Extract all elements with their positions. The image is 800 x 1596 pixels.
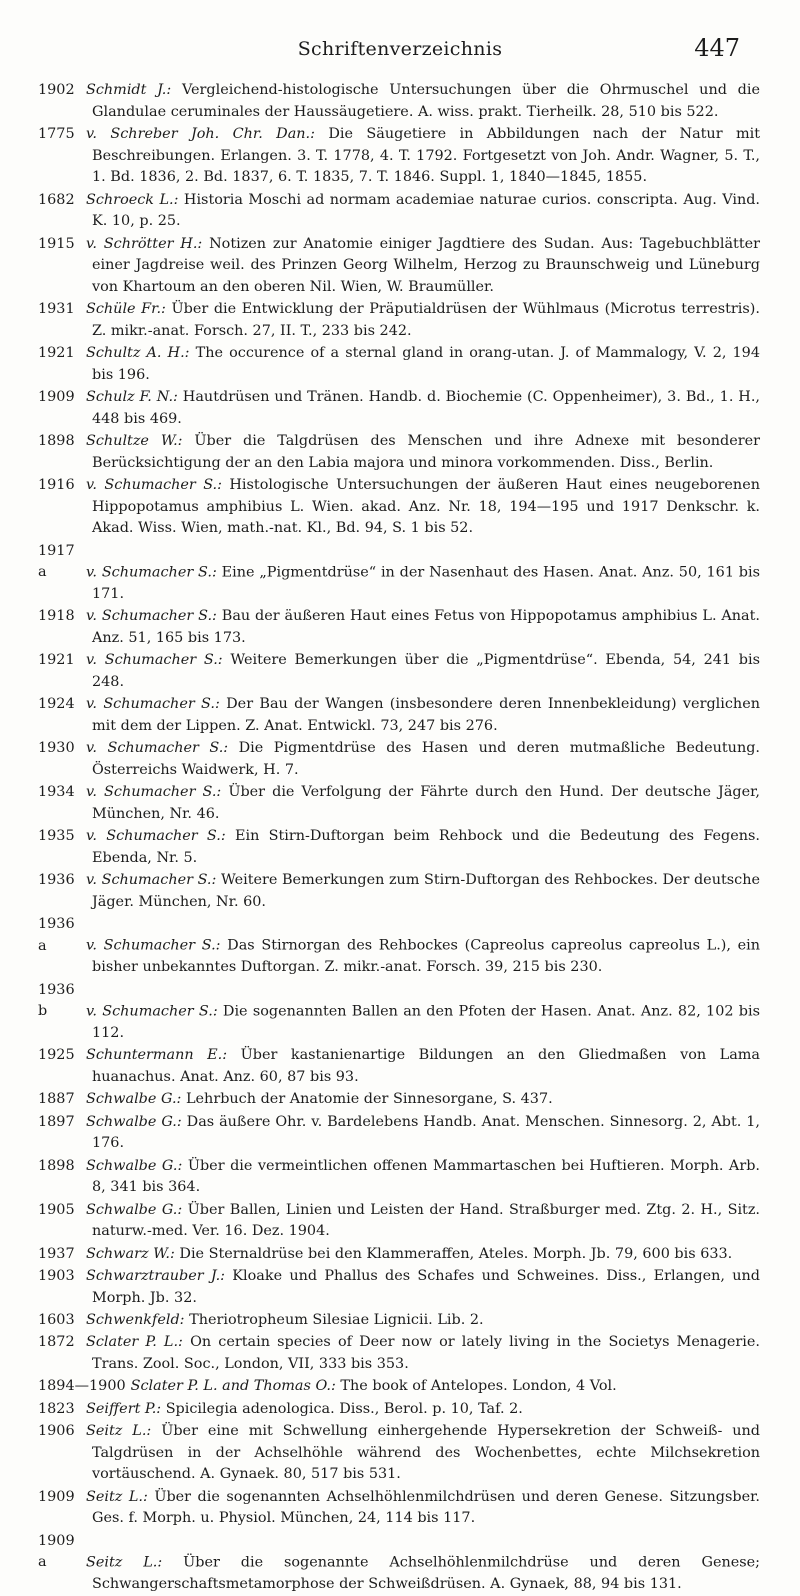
entry-year: 1915 — [38, 235, 75, 252]
entry-citation: Das Stirnorgan des Rehbockes (Capreolus capreolus capreolus L.), ein bisher unbekanntes Duftorgan. Z. mikr.-anat. Forsch. 39, 215 bis 230. — [92, 937, 761, 976]
bibliography-entry — [38, 1266, 760, 1309]
bibliography-entry — [38, 80, 760, 123]
entry-citation: Die Sternaldrüse bei den Klammeraffen, Ateles. Morph. Jb. 79, 600 bis 633. — [179, 1245, 733, 1262]
entry-year: 1897 — [38, 1113, 75, 1130]
entry-author: v. Schrötter H.: — [86, 235, 203, 252]
entry-year: 1935 — [38, 828, 75, 845]
entry-year: 1930 — [38, 740, 75, 757]
page-number: 447 — [694, 34, 740, 62]
bibliography-list — [38, 80, 760, 1596]
entry-citation: Über die sogenannte Achselhöhlenmilchdrüse und deren Genese; Schwangerschaftsmetamorphose der Schweißdrüsen. A. Gynaek, 88, 94 bis 131. — [92, 1554, 760, 1592]
entry-year: 1823 — [38, 1400, 75, 1417]
bibliography-entry — [38, 738, 760, 781]
entry-citation: Eine „Pigmentdrüse“ in der Nasenhaut des Hasen. Anat. Anz. 50, 161 bis 171. — [92, 564, 760, 602]
page-header — [0, 34, 800, 64]
running-title: Schriftenverzeichnis — [297, 38, 503, 60]
entry-citation: Die Säugetiere in Abbildungen nach der Natur mit Beschreibungen. Erlangen. 3. T. 1778, 4. T. 1792. Fortgesetzt von Joh. Andr. Wagner, 5. T., 1. Bd. 1836, 2. Bd. 1837, 6. T. 1835, 7. T. 1846. Suppl. 1, 1840—1845, 1855. — [92, 125, 760, 186]
entry-year: 1909 — [38, 1488, 75, 1505]
bibliography-entry — [38, 1200, 760, 1243]
entry-year: 1934 — [38, 784, 75, 801]
bibliography-entry — [38, 826, 760, 869]
entry-year: 1887 — [38, 1091, 75, 1108]
entry-author: v. Schreber Joh. Chr. Dan.: — [86, 125, 315, 142]
entry-citation: Spicilegia adenologica. Diss., Berol. p. 10, Taf. 2. — [165, 1400, 523, 1417]
entry-year: 1918 — [38, 608, 75, 625]
entry-year: 1905 — [38, 1201, 75, 1218]
bibliography-entry — [38, 1399, 760, 1421]
entry-citation: The occurence of a sternal gland in orang-utan. J. of Mammalogy, V. 2, 194 bis 196. — [92, 345, 760, 383]
entry-author: v. Schumacher S.: — [86, 784, 222, 801]
bibliography-entry — [38, 1112, 760, 1155]
entry-year: 1898 — [38, 433, 75, 450]
bibliography-entry — [38, 1376, 760, 1398]
entry-author: v. Schumacher S.: — [86, 872, 217, 889]
bibliography-entry — [38, 124, 760, 189]
entry-citation: Über die Verfolgung der Fährte durch den Hund. Der deutsche Jäger, München, Nr. 46. — [92, 784, 760, 822]
entry-citation: Über kastanienartige Bildungen an den Gliedmaßen von Lama huanachus. Anat. Anz. 60, 87 bis 93. — [92, 1047, 761, 1085]
bibliography-entry — [38, 541, 760, 606]
entry-author: Schwenkfeld: — [86, 1311, 185, 1328]
bibliography-entry — [38, 1421, 760, 1486]
entry-citation: Historia Moschi ad normam academiae naturae curios. conscripta. Aug. Vind. K. 10, p. 25. — [92, 191, 761, 230]
entry-author: Schwalbe G.: — [86, 1157, 183, 1174]
entry-year: 1936 — [38, 872, 75, 889]
bibliography-entry — [38, 299, 760, 342]
bibliography-entry — [38, 1045, 760, 1088]
entry-author: Schwalbe G.: — [86, 1091, 182, 1108]
entry-citation: The book of Antelopes. London, 4 Vol. — [340, 1378, 617, 1395]
entry-citation: Hautdrüsen und Tränen. Handb. d. Biochemie (C. Oppenheimer), 3. Bd., 1. H., 448 bis 469. — [92, 389, 761, 427]
bibliography-entry — [38, 387, 760, 430]
entry-year: 1921 — [38, 345, 75, 362]
entry-author: Seitz L.: — [86, 1554, 163, 1571]
entry-author: v. Schumacher S.: — [86, 696, 220, 713]
entry-citation: Über Ballen, Linien und Leisten der Hand. Straßburger med. Ztg. 2. H., Sitz. naturw.-med. Ver. 16. Dez. 1904. — [92, 1201, 760, 1240]
entry-citation: Das äußere Ohr. v. Bardelebens Handb. Anat. Menschen. Sinnesorg. 2, Abt. 1, 176. — [92, 1113, 760, 1152]
bibliography-entry — [38, 343, 760, 386]
entry-author: Schultz A. H.: — [86, 345, 190, 362]
bibliography-entry — [38, 914, 760, 979]
entry-citation: Die Pigmentdrüse des Hasen und deren mutmaßliche Bedeutung. Österreichs Waidwerk, H. 7. — [92, 740, 760, 778]
bibliography-entry — [38, 782, 760, 825]
entry-year: 1937 — [38, 1245, 75, 1262]
entry-year: 1894—1900 — [38, 1378, 126, 1395]
entry-citation: Die sogenannten Ballen an den Pfoten der Hasen. Anat. Anz. 82, 102 bis 112. — [92, 1003, 760, 1041]
entry-year: 1903 — [38, 1267, 75, 1284]
entry-year: 1909 a — [38, 1532, 75, 1571]
bibliography-entry — [38, 1531, 760, 1596]
entry-author: v. Schumacher S.: — [86, 608, 217, 625]
entry-author: v. Schumacher S.: — [86, 828, 226, 845]
entry-citation: Über die Entwicklung der Präputialdrüsen der Wühlmaus (Microtus terrestris). Z. mikr.-anat. Forsch. 27, II. T., 233 bis 242. — [92, 301, 760, 339]
entry-author: Seitz L.: — [86, 1423, 152, 1440]
entry-author: Schmidt J.: — [86, 82, 172, 98]
bibliography-entry — [38, 1332, 760, 1375]
entry-year: 1936 a — [38, 916, 75, 954]
entry-author: Seitz L.: — [86, 1488, 148, 1505]
entry-author: v. Schumacher S.: — [86, 564, 217, 581]
entry-year: 1906 — [38, 1423, 75, 1440]
entry-citation: Über die sogenannten Achselhöhlenmilchdrüsen und deren Genese. Sitzungsber. Ges. f. Morph. u. Physiol. München, 24, 114 bis 117. — [92, 1488, 760, 1527]
entry-year: 1936 b — [38, 981, 75, 1020]
entry-citation: Kloake und Phallus des Schafes und Schweines. Diss., Erlangen, und Morph. Jb. 32. — [92, 1267, 761, 1306]
bibliography-entry — [38, 431, 760, 474]
bibliography-entry — [38, 606, 760, 649]
entry-citation: Histologische Untersuchungen der äußeren Haut eines neugeborenen Hippopotamus amphibius L. Wien. akad. Anz. Nr. 18, 194—195 und 1917 Denkschr. k. Akad. Wiss. Wien, math.-nat. Kl., Bd. 94, S. 1 bis 52. — [92, 477, 760, 537]
bibliography-entry — [38, 1089, 760, 1111]
entry-year: 1925 — [38, 1047, 75, 1064]
entry-citation: Lehrbuch der Anatomie der Sinnesorgane, S. 437. — [185, 1091, 553, 1108]
bibliography-entry — [38, 475, 760, 540]
entry-year: 1682 — [38, 191, 75, 208]
entry-author: v. Schumacher S.: — [86, 1003, 218, 1020]
bibliography-entry — [38, 980, 760, 1045]
entry-citation: Vergleichend-histologische Untersuchungen über die Ohrmuschel und die Glandulae ceruminales der Haussäugetiere. A. wiss. prakt. Tierheilk. 28, 510 bis 522. — [92, 82, 760, 120]
bibliography-entry — [38, 1310, 760, 1332]
entry-citation: Der Bau der Wangen (insbesondere deren Innenbekleidung) verglichen mit dem der Lippen. Z. Anat. Entwickl. 73, 247 bis 276. — [92, 696, 760, 734]
entry-citation: Theriotropheum Silesiae Lignicii. Lib. 2. — [189, 1311, 484, 1328]
entry-citation: Ein Stirn-Duftorgan beim Rehbock und die Bedeutung des Fegens. Ebenda, Nr. 5. — [92, 828, 760, 866]
entry-author: Schwalbe G.: — [86, 1113, 182, 1130]
entry-year: 1916 — [38, 477, 75, 494]
bibliography-entry — [38, 234, 760, 299]
entry-citation: Weitere Bemerkungen zum Stirn-Duftorgan des Rehbockes. Der deutsche Jäger. München, Nr. 60. — [92, 872, 760, 910]
entry-citation: Über die vermeintlichen offenen Mammartaschen bei Huftieren. Morph. Arb. 8, 341 bis 364. — [92, 1157, 760, 1196]
entry-year: 1909 — [38, 389, 75, 406]
entry-author: v. Schumacher S.: — [86, 937, 221, 954]
bibliography-entry — [38, 694, 760, 737]
entry-author: Schultze W.: — [86, 433, 183, 450]
entry-author: Schwarztrauber J.: — [86, 1267, 225, 1284]
entry-citation: Über eine mit Schwellung einhergehende Hypersekretion der Schweiß- und Talgdrüsen in der Achselhöhle während des Wochenbettes, echte Milchsekretion vortäuschend. A. Gynaek. 80, 517 bis 531. — [92, 1423, 761, 1483]
entry-author: Sclater P. L.: — [86, 1334, 183, 1351]
entry-author: Schroeck L.: — [86, 191, 179, 208]
entry-author: Schuntermann E.: — [86, 1047, 228, 1064]
entry-author: v. Schumacher S.: — [86, 477, 222, 494]
bibliography-entry — [38, 1156, 760, 1199]
entry-year: 1921 — [38, 652, 75, 669]
bibliography-entry — [38, 650, 760, 693]
entry-year: 1902 — [38, 82, 75, 98]
entry-year: 1603 — [38, 1311, 75, 1328]
entry-citation: Bau der äußeren Haut eines Fetus von Hippopotamus amphibius L. Anat. Anz. 51, 165 bis 173. — [92, 608, 760, 646]
bibliography-entry — [38, 870, 760, 913]
entry-author: Sclater P. L. and Thomas O.: — [130, 1378, 336, 1395]
entry-citation: On certain species of Deer now or lately living in the Societys Menagerie. Trans. Zool. Soc., London, VII, 333 bis 353. — [92, 1334, 760, 1372]
bibliography-entry — [38, 1244, 760, 1266]
entry-citation: Über die Talgdrüsen des Menschen und ihre Adnexe mit besonderer Berücksichtigung der an den Labia majora und minora vorkommenden. Diss., Berlin. — [92, 433, 761, 471]
entry-year: 1775 — [38, 125, 75, 142]
entry-author: Seiffert P.: — [86, 1400, 162, 1417]
entry-year: 1924 — [38, 696, 75, 713]
entry-year: 1931 — [38, 301, 75, 318]
entry-year: 1917 a — [38, 542, 75, 581]
bibliography-entry — [38, 190, 760, 233]
entry-author: Schüle Fr.: — [86, 301, 166, 318]
bibliography-entry — [38, 1487, 760, 1530]
entry-citation: Notizen zur Anatomie einiger Jagdtiere des Sudan. Aus: Tagebuchblätter einer Jagdreise weil. des Prinzen Georg Wilhelm, Herzog zu Braunschweig und Lüneburg von Khartoum an den oberen Nil. Wien, W. Braumüller. — [92, 235, 761, 295]
entry-year: 1898 — [38, 1157, 75, 1174]
entry-citation: Weitere Bemerkungen über die „Pigmentdrüse“. Ebenda, 54, 241 bis 248. — [92, 652, 760, 690]
entry-author: Schulz F. N.: — [86, 389, 178, 406]
entry-year: 1872 — [38, 1334, 75, 1351]
entry-author: v. Schumacher S.: — [86, 652, 223, 669]
entry-author: Schwalbe G.: — [86, 1201, 183, 1218]
entry-author: Schwarz W.: — [86, 1245, 175, 1262]
entry-author: v. Schumacher S.: — [86, 740, 229, 757]
